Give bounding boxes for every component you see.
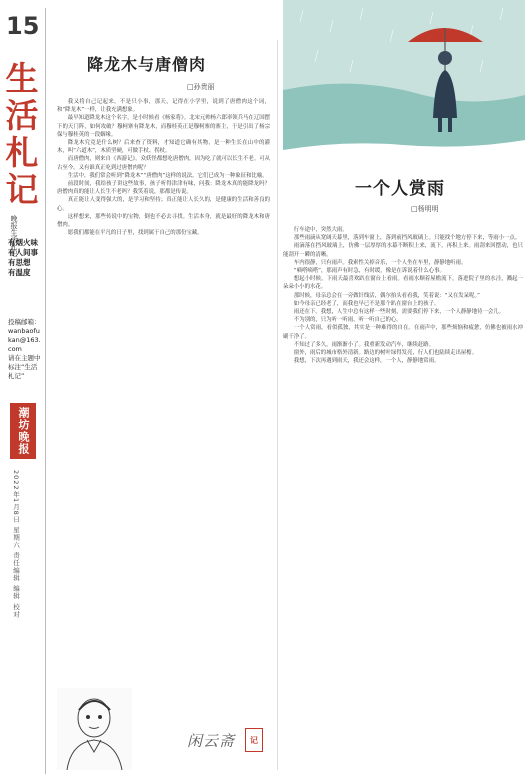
paragraph: 真正能让人变得强大的，是学习和坚持；真正能让人长久的，是健康的生活和善良的心。 — [57, 197, 270, 212]
paragraph: 我又将自己记起来，不是只小事，那天，记得在小学里，说到了唐僧肉这个词，和“降龙木”一样，让我充满想象。 — [57, 99, 270, 114]
contrib-label: 投稿邮箱： — [8, 318, 41, 326]
paragraph: 行车途中，突然大雨。 — [293, 227, 348, 233]
right-article-author: □杨明明 — [411, 205, 439, 213]
contribution-info — [8, 318, 42, 381]
paragraph: 降龙木究竟是什么树？后来查了资料，才知道它确有其物，是一种生长在山中的灌木，叫“六道木”，木质坚硬，可做手杖、拐杖。 — [57, 140, 270, 155]
paragraph: 那时候，母亲总会在一旁做针线活，偶尔抬头看看我，笑着说：“又在发呆呢。” — [293, 292, 480, 299]
section-title: 生活札记 — [5, 59, 39, 209]
seal-stamp: 记 — [245, 728, 263, 752]
author-sketch-image — [57, 688, 132, 770]
paragraph: 如今母亲已经老了，而我也早已不是那个趴在窗台上的孩子。 — [293, 300, 440, 307]
page-number: 15 — [6, 12, 40, 40]
paragraph: 车内很静，只有雨声。我索性关掉音乐，一个人坐在车里，静静地听雨。 — [293, 259, 467, 266]
contrib-note: 请在主题中标注“生活札记” — [8, 354, 41, 380]
newspaper-logo — [10, 403, 36, 459]
column-seal — [187, 720, 282, 770]
paragraph: 最早知道降龙木这个名字，是小时候看《杨家将》。北宋元帅杨六郎率领兵马在辽国摆下的天门阵，如何攻破？穆柯寨有降龙木，而穆桂英正是穆柯寨的寨主，于是引出了杨宗保与穆桂英的一段姻缘。 — [57, 115, 270, 138]
paragraph: 这样想来，那些传说中的宝物，倒也不必去寻找。生活本身，就是最好的降龙木和唐僧肉。 — [57, 213, 270, 229]
paragraph: 我想，下次再遇到雨天，我还会这样，一个人，静静地赏雨。 — [293, 358, 440, 365]
section-slogan: 有烟火味 有人间事 有思想 有温度 — [8, 238, 38, 277]
section-subtitle: 晚报生活札记 — [10, 215, 18, 257]
contrib-email[interactable]: wanbaofukan@163.com — [8, 327, 41, 353]
paragraph: 前段时间，我给孩子讲这些故事，孩子听得津津有味，问我：降龙木真的能降龙吗？唐僧肉真的能让人长生不老吗？我笑着说，那都是传说。 — [57, 181, 270, 196]
paragraph: 不知过了多久，雨渐渐小了。我重新发动汽车，继续赶路。 — [293, 341, 434, 348]
right-article-title: 一个人赏雨 — [355, 179, 445, 199]
left-article-author: □孙贵丽 — [187, 83, 215, 91]
paragraph: 生活中，我们常会听到“降龙木”“唐僧肉”这样的说法，它们已成为一种象征和比喻。 — [67, 172, 268, 179]
seal-text: 闲云斋 — [187, 732, 236, 750]
page-meta: 2022年1月8日 星期六 责任编辑 编辑 校对 — [12, 470, 20, 619]
paragraph: 愿我们都能在平凡的日子里，找到属于自己的那份宝藏。 — [67, 230, 203, 237]
paragraph: 那些雨滴从宽阔天幕里，落到车窗上，落到前挡风玻璃上。只能找个地方停下来，等雨小一点。 — [293, 235, 521, 242]
paragraph: 一个人赏雨，看似孤独，其实是一种难得的自在。在雨声中，那些烦恼和疲惫，仿佛也被雨水冲刷干净了。 — [283, 325, 523, 340]
paragraph: 雨滴落在挡风玻璃上，仿佛一层厚厚的水幕不断积上来，流下，再积上来。雨刮来回摆动，也只能刮开一瞬的清晰。 — [283, 243, 523, 258]
paragraph: “嘀嗒嘀嗒”，那雨声有时急，有时缓，像是在诉说着什么心事。 — [293, 268, 445, 275]
paragraph: 想起小时候，下雨天最喜欢趴在窗台上看雨。看雨水顺着屋檐流下，落进院子里的水洼，溅起一朵朵小小的水花。 — [283, 276, 523, 291]
margin-divider — [45, 8, 46, 774]
paragraph: 而唐僧肉，则来自《西游记》。众妖怪都想吃唐僧肉，因为吃了就可以长生不老。可从古至今，又有谁真正吃到过唐僧肉呢？ — [57, 156, 270, 171]
column-divider — [277, 40, 278, 770]
paragraph: 不为别的，只为听一听雨，听一听自己的心。 — [293, 317, 402, 324]
right-article-body — [283, 226, 523, 365]
paragraph: 窗外，雨后的城市格外清新。路边的树叶绿得发亮，行人们也陆续走出屋檐。 — [293, 350, 478, 357]
left-article-title: 降龙木与唐僧肉 — [87, 55, 207, 74]
paragraph: 雨还在下。我想，人生中总有这样一些时刻，需要我们停下来，一个人静静地待一会儿。 — [293, 309, 505, 316]
margin-column — [0, 0, 44, 782]
right-article — [283, 0, 525, 782]
left-article-body — [57, 98, 270, 237]
left-article — [57, 0, 272, 782]
logo-text: 潮坊晚报 — [17, 407, 30, 455]
